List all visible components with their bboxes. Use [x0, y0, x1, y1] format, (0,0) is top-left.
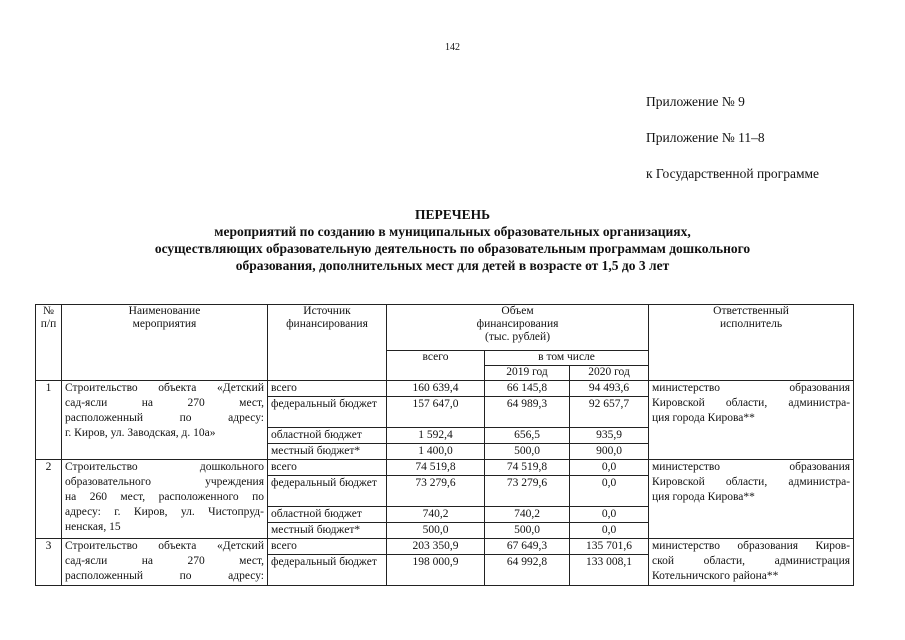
- annex-line-2: Приложение № 11–8: [646, 130, 765, 145]
- amount-y2019: 64 992,8: [485, 555, 570, 586]
- amount-y2020: 0,0: [570, 523, 649, 539]
- annex-line-1: Приложение № 9: [646, 94, 745, 109]
- header-including: в том числе: [485, 351, 649, 366]
- header-year-2019: 2019 год: [485, 366, 570, 381]
- funding-source: федеральный бюджет: [268, 397, 387, 428]
- title-line-2: осуществляющих образовательную деятельность по образовательным программам дошкольного: [154, 241, 751, 256]
- amount-y2020: 0,0: [570, 460, 649, 476]
- funding-source: федеральный бюджет: [268, 476, 387, 507]
- funding-source: всего: [268, 381, 387, 397]
- amount-y2019: 64 989,3: [485, 397, 570, 428]
- amount-y2019: 66 145,8: [485, 381, 570, 397]
- amount-total: 740,2: [387, 507, 485, 523]
- amount-total: 74 519,8: [387, 460, 485, 476]
- responsible-executor: министерство образования Кировской области, администра- ция города Кирова**: [649, 460, 854, 539]
- page-number: 142: [445, 42, 460, 53]
- amount-total: 160 639,4: [387, 381, 485, 397]
- table-row: [36, 460, 854, 476]
- amount-y2020: 935,9: [570, 428, 649, 444]
- title-heading: ПЕРЕЧЕНЬ: [414, 207, 491, 222]
- title-line-1: мероприятий по созданию в муниципальных образовательных организациях,: [214, 224, 691, 239]
- funding-source: областной бюджет: [268, 428, 387, 444]
- amount-total: 73 279,6: [387, 476, 485, 507]
- amount-y2019: 67 649,3: [485, 539, 570, 555]
- amount-y2019: 656,5: [485, 428, 570, 444]
- amount-y2020: 0,0: [570, 507, 649, 523]
- amount-y2020: 92 657,7: [570, 397, 649, 428]
- responsible-executor: министерство образования Киров- ской области, администрация Котельничского района**: [649, 539, 854, 586]
- amount-y2020: 0,0: [570, 476, 649, 507]
- amount-y2019: 500,0: [485, 444, 570, 460]
- funding-source: местный бюджет*: [268, 444, 387, 460]
- annex-line-3: к Государственной программе: [646, 166, 820, 181]
- header-source: Источник финансирования: [268, 305, 387, 381]
- funding-source: местный бюджет*: [268, 523, 387, 539]
- amount-total: 203 350,9: [387, 539, 485, 555]
- measure-name: Строительство объекта «Детский сад-ясли на 270 мест, расположенный по адресу:: [62, 539, 268, 586]
- funding-source: областной бюджет: [268, 507, 387, 523]
- header-volume: Объем финансирования (тыс. рублей): [387, 305, 649, 351]
- table-row: [36, 539, 854, 555]
- amount-y2019: 500,0: [485, 523, 570, 539]
- funding-source: всего: [268, 460, 387, 476]
- header-total: всего: [387, 351, 485, 381]
- row-number: 3: [36, 539, 62, 586]
- amount-y2019: 73 279,6: [485, 476, 570, 507]
- measure-name: Строительство объекта «Детский сад-ясли на 270 мест, расположенный по адресу: г. Киров, ул. Заводская, д. 10а»: [62, 381, 268, 460]
- funding-source: всего: [268, 539, 387, 555]
- responsible-executor: министерство образования Кировской области, администра- ция города Кирова**: [649, 381, 854, 460]
- amount-y2020: 900,0: [570, 444, 649, 460]
- header-year-2020: 2020 год: [570, 366, 649, 381]
- row-number: 1: [36, 381, 62, 460]
- measures-table: [35, 304, 854, 586]
- header-number: № п/п: [36, 305, 62, 381]
- amount-y2020: 94 493,6: [570, 381, 649, 397]
- amount-y2020: 133 008,1: [570, 555, 649, 586]
- row-number: 2: [36, 460, 62, 539]
- amount-y2019: 740,2: [485, 507, 570, 523]
- amount-total: 157 647,0: [387, 397, 485, 428]
- amount-total: 1 400,0: [387, 444, 485, 460]
- amount-y2019: 74 519,8: [485, 460, 570, 476]
- document-title: [0, 206, 905, 274]
- measure-name: Строительство дошкольного образовательного учреждения на 260 мест, расположенного по адресу: г. Киров, ул. Чистопруд- ненская, 15: [62, 460, 268, 539]
- amount-total: 198 000,9: [387, 555, 485, 586]
- amount-total: 500,0: [387, 523, 485, 539]
- table-row: [36, 381, 854, 397]
- funding-source: федеральный бюджет: [268, 555, 387, 586]
- header-name: Наименование мероприятия: [62, 305, 268, 381]
- header-responsible: Ответственный исполнитель: [649, 305, 854, 381]
- amount-y2020: 135 701,6: [570, 539, 649, 555]
- title-line-3: образования, дополнительных мест для детей в возрасте от 1,5 до 3 лет: [235, 258, 670, 273]
- amount-total: 1 592,4: [387, 428, 485, 444]
